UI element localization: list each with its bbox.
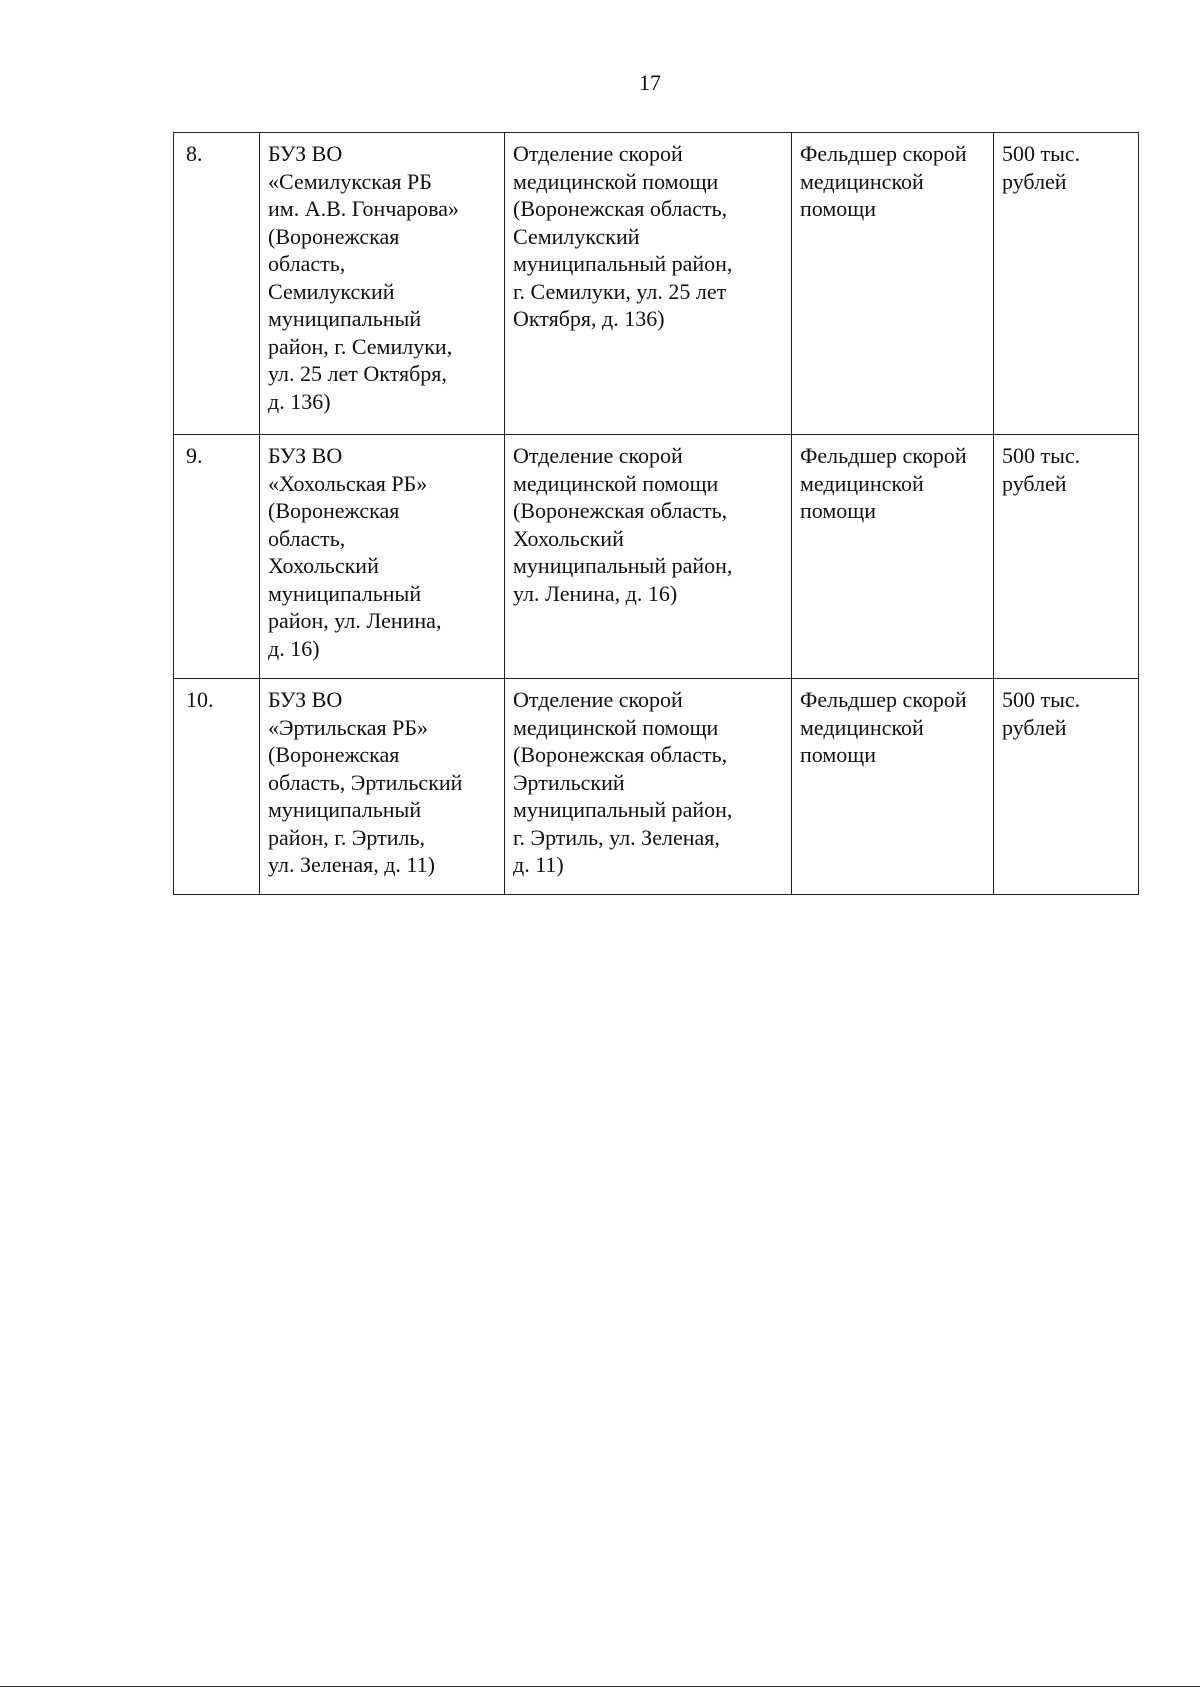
page-bottom-rule <box>0 1686 1200 1687</box>
unit-cell: Отделение скорой медицинской помощи (Воронежская область, Эртильский муниципальный район, г. Эртиль, ул. Зеленая, д. 11) <box>505 679 792 895</box>
position-cell: Фельдшер скорой медицинской помощи <box>792 435 994 679</box>
table-row <box>174 133 1139 435</box>
organization-cell: БУЗ ВО «Эртильская РБ» (Воронежская область, Эртильский муниципальный район, г. Эртиль, ул. Зеленая, д. 11) <box>260 679 505 895</box>
position-cell: Фельдшер скорой медицинской помощи <box>792 133 994 435</box>
institutions-table <box>173 132 1139 895</box>
unit-cell: Отделение скорой медицинской помощи (Воронежская область, Хохольский муниципальный район, ул. Ленина, д. 16) <box>505 435 792 679</box>
row-number: 10. <box>174 679 260 895</box>
row-number: 8. <box>174 133 260 435</box>
position-cell: Фельдшер скорой медицинской помощи <box>792 679 994 895</box>
unit-cell: Отделение скорой медицинской помощи (Воронежская область, Семилукский муниципальный район, г. Семилуки, ул. 25 лет Октября, д. 136) <box>505 133 792 435</box>
row-number: 9. <box>174 435 260 679</box>
table-row <box>174 435 1139 679</box>
amount-cell: 500 тыс. рублей <box>994 435 1139 679</box>
organization-cell: БУЗ ВО «Семилукская РБ им. А.В. Гончарова» (Воронежская область, Семилукский муниципальный район, г. Семилуки, ул. 25 лет Октября, д. 136) <box>260 133 505 435</box>
table-row <box>174 679 1139 895</box>
amount-cell: 500 тыс. рублей <box>994 133 1139 435</box>
page-number: 17 <box>639 70 661 95</box>
amount-cell: 500 тыс. рублей <box>994 679 1139 895</box>
organization-cell: БУЗ ВО «Хохольская РБ» (Воронежская область, Хохольский муниципальный район, ул. Ленина, д. 16) <box>260 435 505 679</box>
